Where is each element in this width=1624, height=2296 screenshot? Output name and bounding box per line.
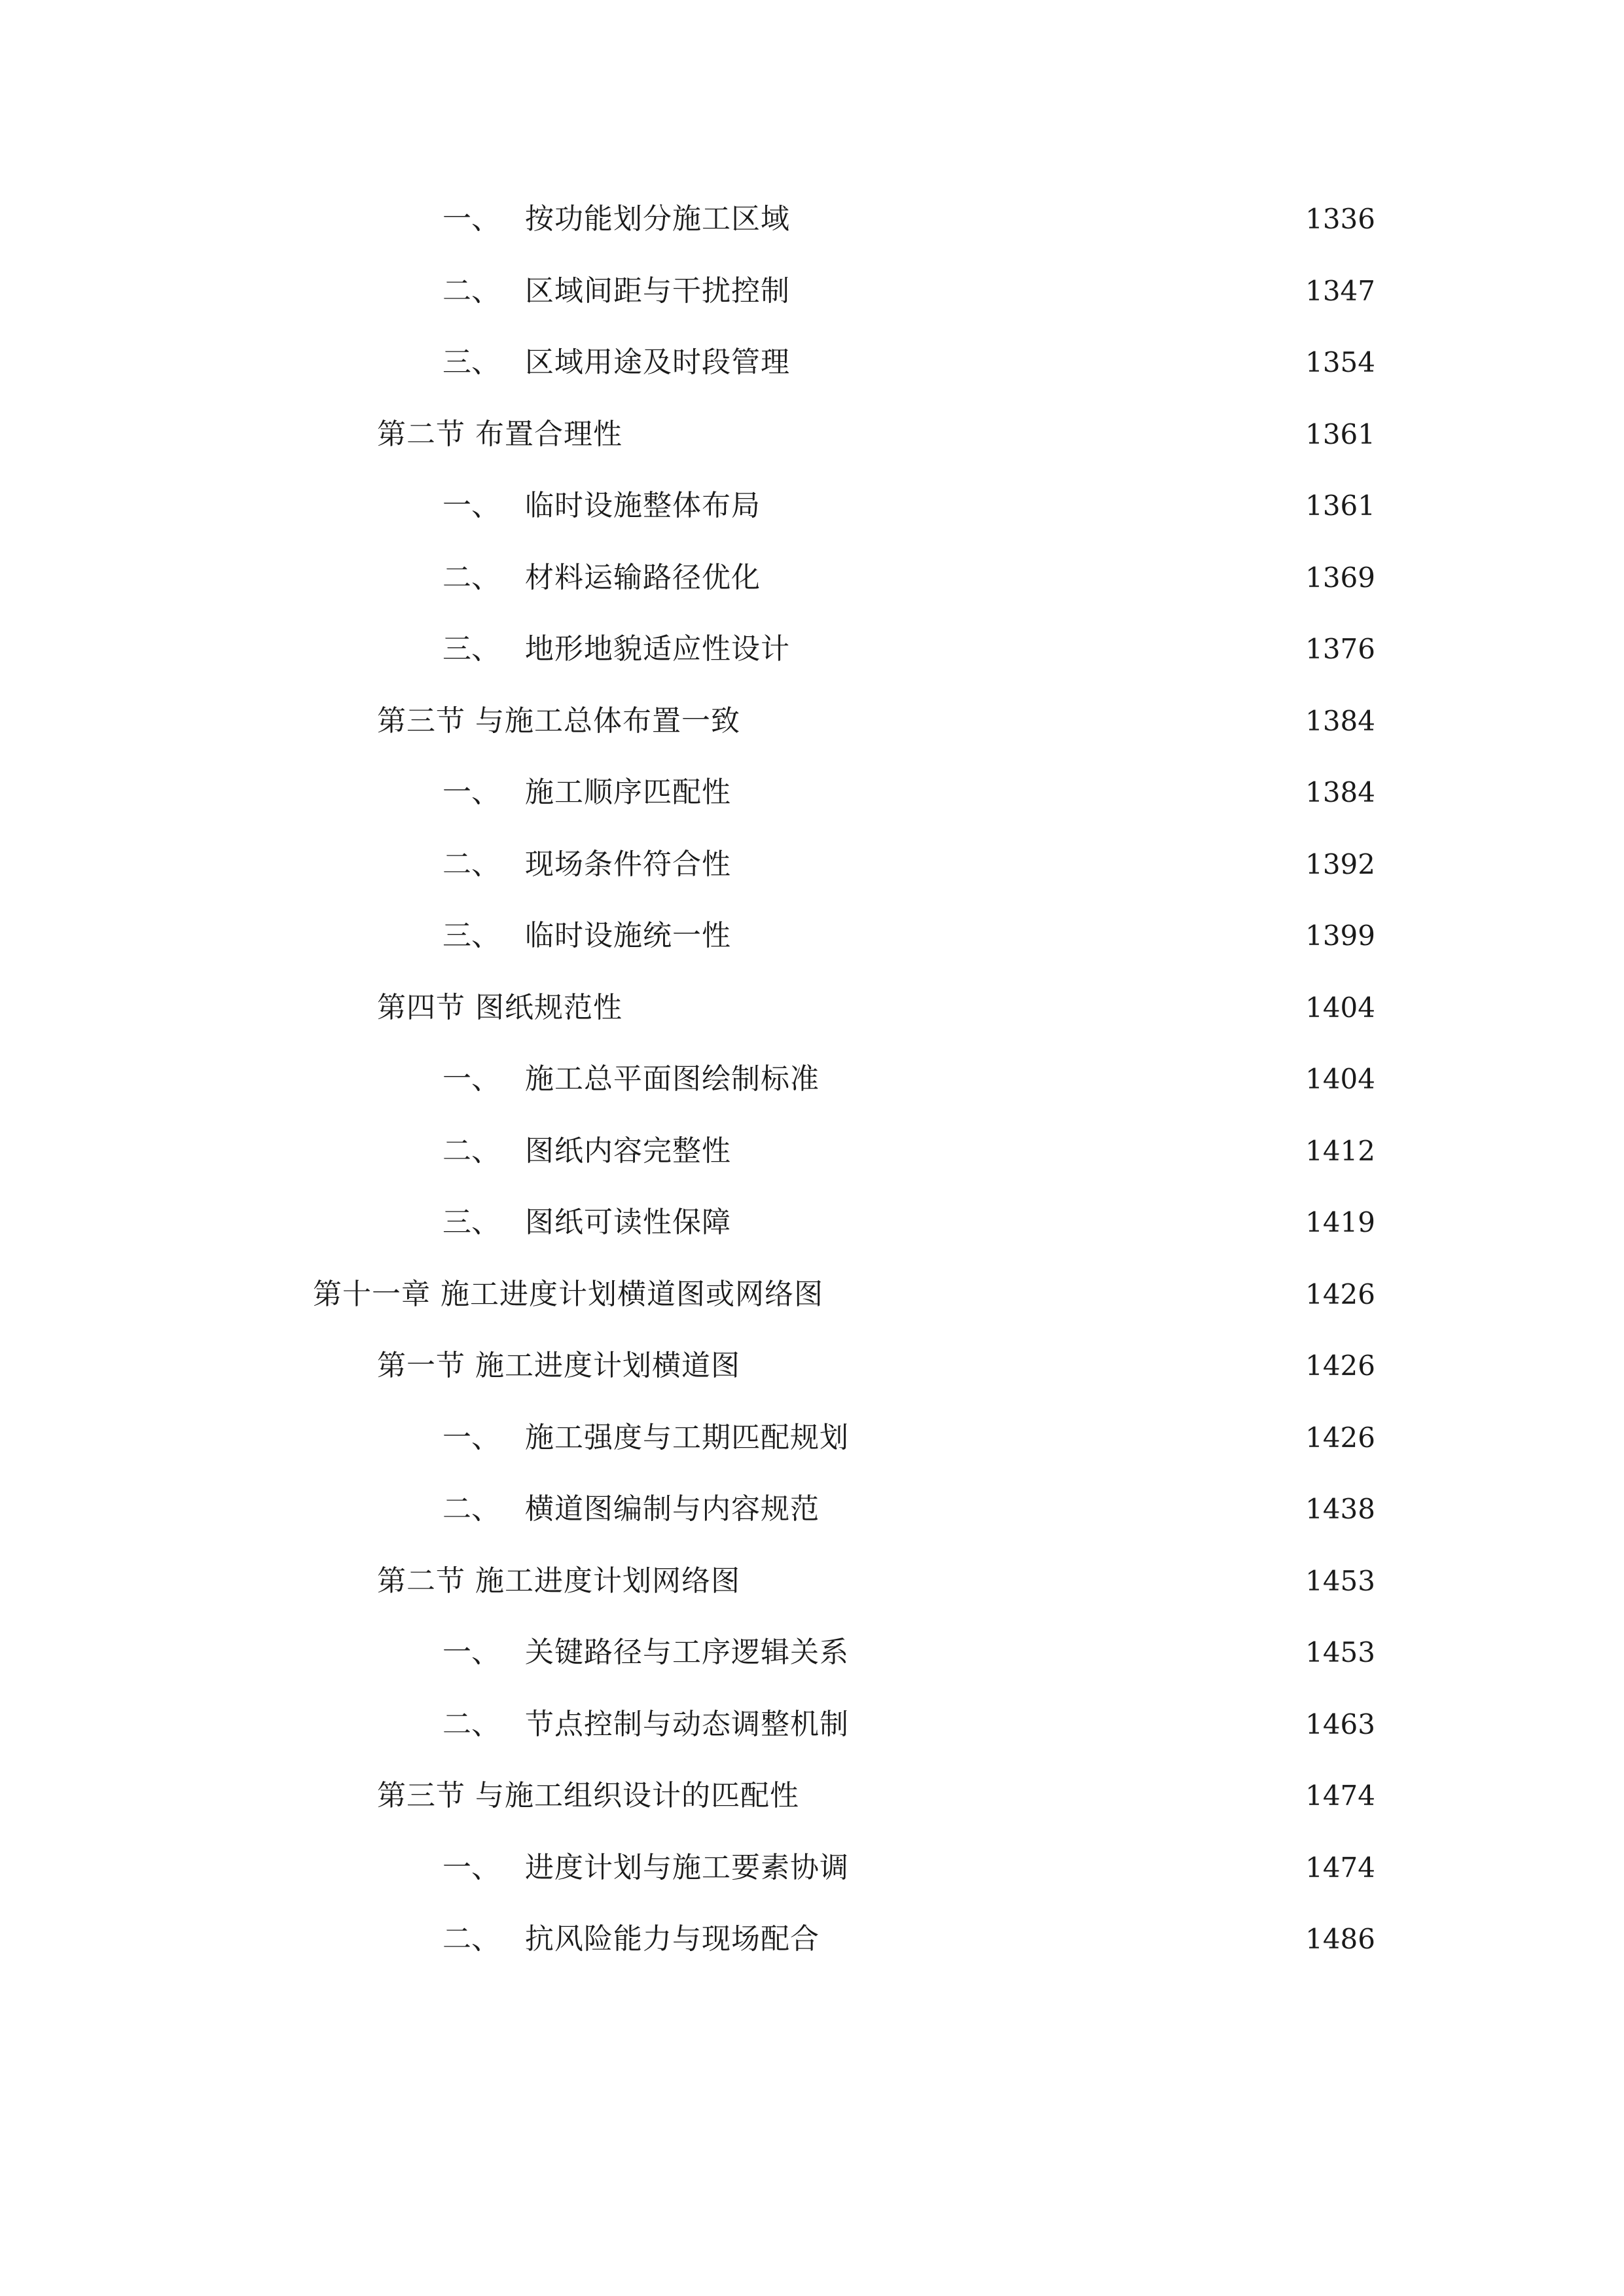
toc-entry-page-number: 1486 [1305, 1923, 1375, 1955]
toc-entry-title: 第二节 布置合理性 [377, 418, 623, 451]
toc-entry-page-number: 1392 [1305, 848, 1375, 880]
toc-entry-title: 关键路径与工序逻辑关系 [525, 1636, 849, 1669]
toc-dot-leader [801, 268, 1293, 314]
toc-dot-leader [633, 412, 1293, 457]
toc-entry-page-number: 1426 [1305, 1422, 1375, 1454]
toc-entry-page-number: 1453 [1305, 1636, 1375, 1668]
toc-entry-title: 施工总平面图绘制标准 [525, 1062, 820, 1096]
toc-entry-title: 现场条件符合性 [525, 848, 731, 881]
toc-entry-page-number: 1399 [1305, 920, 1375, 952]
toc-entry-title: 按功能划分施工区域 [525, 202, 790, 236]
toc-dot-leader [834, 1272, 1293, 1318]
toc-entry-page-number: 1419 [1305, 1206, 1375, 1238]
toc-entry-marker: 二、 [442, 1134, 500, 1168]
toc-dot-leader [859, 1702, 1293, 1748]
toc-entry-marker: 三、 [442, 346, 500, 379]
toc-entry-page-number: 1404 [1305, 1063, 1375, 1095]
toc-entry-page-number: 1412 [1305, 1135, 1375, 1167]
toc-entry[interactable] [442, 1702, 1375, 1748]
toc-entry[interactable] [442, 555, 1375, 601]
toc-entry-marker: 一、 [442, 489, 500, 522]
toc-dot-leader [859, 1415, 1293, 1461]
toc-entry-title: 节点控制与动态调整机制 [525, 1708, 849, 1741]
toc-entry-page-number: 1463 [1305, 1708, 1375, 1740]
toc-entry[interactable] [442, 842, 1375, 888]
toc-entry-marker: 一、 [442, 1062, 500, 1096]
toc-entry-title: 区域间距与干扰控制 [525, 274, 790, 308]
toc-entry-title: 施工顺序匹配性 [525, 776, 731, 809]
toc-entry-page-number: 1474 [1305, 1852, 1375, 1884]
toc-entry-page-number: 1369 [1305, 562, 1375, 594]
toc-entry-marker: 一、 [442, 1421, 500, 1454]
toc-entry-title: 临时设施整体布局 [525, 489, 761, 522]
toc-dot-leader [751, 698, 1293, 744]
toc-dot-leader [742, 1128, 1293, 1174]
toc-entry[interactable] [442, 1916, 1375, 1962]
toc-entry[interactable] [377, 1558, 1375, 1604]
toc-dot-leader [801, 340, 1293, 386]
toc-dot-leader [830, 1916, 1293, 1962]
toc-dot-leader [801, 626, 1293, 672]
toc-entry-marker: 三、 [442, 632, 500, 666]
toc-dot-leader [801, 196, 1293, 242]
toc-entry-page-number: 1426 [1305, 1350, 1375, 1382]
toc-entry-page-number: 1361 [1305, 418, 1375, 450]
toc-entry-title: 第十一章 施工进度计划横道图或网络图 [313, 1278, 823, 1311]
toc-dot-leader [771, 555, 1293, 601]
toc-entry[interactable] [442, 626, 1375, 672]
toc-entry-marker: 二、 [442, 1708, 500, 1741]
toc-entry-title: 图纸内容完整性 [525, 1134, 731, 1168]
toc-entry-title: 材料运输路径优化 [525, 561, 761, 594]
toc-entry-marker: 二、 [442, 274, 500, 308]
toc-entry-marker: 二、 [442, 1492, 500, 1526]
toc-dot-leader [742, 842, 1293, 888]
toc-entry-title: 第二节 施工进度计划网络图 [377, 1564, 740, 1598]
toc-entry-page-number: 1361 [1305, 490, 1375, 522]
toc-entry-title: 施工强度与工期匹配规划 [525, 1421, 849, 1454]
toc-entry[interactable] [442, 196, 1375, 242]
toc-entry[interactable] [442, 1630, 1375, 1676]
toc-entry-title: 区域用途及时段管理 [525, 346, 790, 379]
toc-entry-title: 第一节 施工进度计划横道图 [377, 1349, 740, 1382]
toc-entry[interactable] [377, 1773, 1375, 1819]
toc-entry[interactable] [377, 985, 1375, 1031]
toc-entry-marker: 一、 [442, 776, 500, 809]
toc-entry-title: 横道图编制与内容规范 [525, 1492, 820, 1526]
toc-dot-leader [830, 1486, 1293, 1532]
toc-entry[interactable] [377, 1343, 1375, 1389]
toc-entry-title: 图纸可读性保障 [525, 1206, 731, 1239]
toc-entry-page-number: 1347 [1305, 275, 1375, 307]
toc-dot-leader [751, 1558, 1293, 1604]
toc-dot-leader [742, 1200, 1293, 1246]
toc-dot-leader [633, 985, 1293, 1031]
toc-entry-title: 第四节 图纸规范性 [377, 991, 623, 1024]
toc-dot-leader [771, 483, 1293, 529]
toc-entry-title: 第三节 与施工组织设计的匹配性 [377, 1779, 799, 1812]
toc-entry-marker: 一、 [442, 202, 500, 236]
toc-entry-page-number: 1426 [1305, 1278, 1375, 1310]
toc-dot-leader [859, 1845, 1293, 1891]
toc-entry-marker: 二、 [442, 561, 500, 594]
toc-entry[interactable] [442, 340, 1375, 386]
toc-entry-marker: 一、 [442, 1636, 500, 1669]
toc-entry-marker: 二、 [442, 848, 500, 881]
toc-entry-page-number: 1376 [1305, 633, 1375, 665]
toc-entry[interactable] [442, 1128, 1375, 1174]
toc-entry-title: 抗风险能力与现场配合 [525, 1922, 820, 1956]
toc-entry-page-number: 1384 [1305, 776, 1375, 808]
toc-dot-leader [742, 770, 1293, 816]
toc-entry-title: 地形地貌适应性设计 [525, 632, 790, 666]
toc-entry-marker: 二、 [442, 1922, 500, 1956]
toc-entry[interactable] [442, 1845, 1375, 1891]
toc-dot-leader [830, 1056, 1293, 1102]
toc-entry[interactable] [442, 1200, 1375, 1246]
toc-entry-page-number: 1474 [1305, 1780, 1375, 1812]
toc-entry-page-number: 1438 [1305, 1493, 1375, 1525]
toc-entry-page-number: 1404 [1305, 992, 1375, 1024]
toc-entry-title: 第三节 与施工总体布置一致 [377, 704, 740, 738]
toc-entry-title: 进度计划与施工要素协调 [525, 1851, 849, 1884]
toc-entry-page-number: 1336 [1305, 203, 1375, 235]
toc-entry-marker: 三、 [442, 1206, 500, 1239]
toc-entry-page-number: 1384 [1305, 705, 1375, 737]
toc-entry-page-number: 1354 [1305, 346, 1375, 378]
toc-entry[interactable] [442, 770, 1375, 816]
toc-entry[interactable] [313, 1272, 1375, 1318]
toc-dot-leader [742, 913, 1293, 959]
toc-dot-leader [810, 1773, 1293, 1819]
toc-entry[interactable] [442, 483, 1375, 529]
toc-entry[interactable] [442, 913, 1375, 959]
toc-entry-marker: 三、 [442, 919, 500, 952]
toc-entry-title: 临时设施统一性 [525, 919, 731, 952]
toc-entry[interactable] [442, 1056, 1375, 1102]
toc-dot-leader [751, 1343, 1293, 1389]
toc-entry[interactable] [377, 412, 1375, 457]
toc-entry[interactable] [442, 268, 1375, 314]
toc-entry[interactable] [377, 698, 1375, 744]
toc-entry-page-number: 1453 [1305, 1565, 1375, 1597]
toc-entry[interactable] [442, 1415, 1375, 1461]
toc-entry-marker: 一、 [442, 1851, 500, 1884]
toc-dot-leader [859, 1630, 1293, 1676]
toc-entry[interactable] [442, 1486, 1375, 1532]
